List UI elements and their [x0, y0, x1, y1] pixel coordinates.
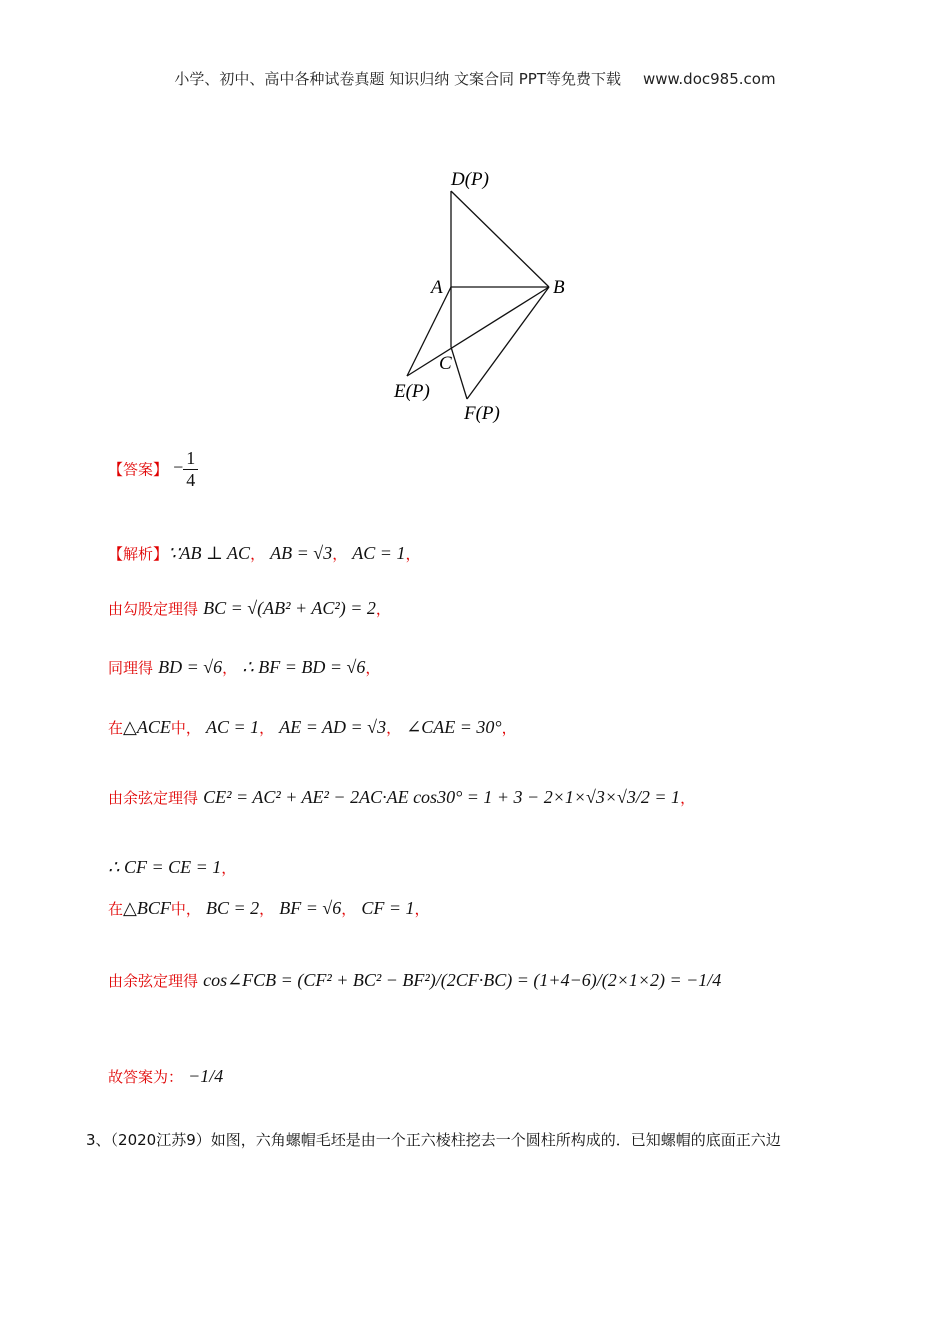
separator: ， [501, 719, 517, 737]
separator: ， [259, 900, 275, 918]
cosine-rule-prefix: 由余弦定理得 [108, 789, 199, 807]
answer-numerator: 1 [183, 448, 198, 470]
label-C: C [439, 353, 452, 374]
analysis-line-7 [108, 898, 430, 919]
in-suffix: 中， [170, 719, 201, 737]
analysis-line-9 [108, 1066, 223, 1087]
analysis-line-8 [108, 970, 721, 991]
label-E: E(P) [394, 381, 430, 402]
analysis-line-1 [108, 543, 420, 564]
ac-length: AC = 1 [352, 543, 406, 563]
page-header [0, 68, 950, 89]
cf-value: CF = 1 [361, 898, 415, 918]
in-suffix: 中， [170, 900, 201, 918]
separator: ， [365, 659, 381, 677]
answer-line [108, 448, 198, 490]
answer-denominator: 4 [186, 469, 196, 490]
similarly-prefix: 同理得 [108, 659, 154, 677]
in-prefix: 在 [108, 719, 124, 737]
cf-equals-ce: ∴ CF = CE = 1 [108, 857, 222, 877]
analysis-tag: 【解析】 [108, 545, 169, 563]
in-prefix: 在 [108, 900, 124, 918]
bf-equals-bd: ∴ BF = BD = √6 [242, 657, 366, 677]
triangle-ace: △ACE [123, 717, 171, 737]
label-D: D(P) [451, 169, 489, 190]
bc-value: BC = 2 [205, 898, 260, 918]
triangle-bcf: △BCF [123, 898, 171, 918]
analysis-line-6 [108, 857, 236, 878]
label-A: A [431, 277, 443, 298]
angle-cae: ∠CAE = 30° [406, 717, 502, 737]
analysis-line-2 [108, 598, 391, 619]
separator: ， [680, 789, 696, 807]
separator: ， [375, 600, 391, 618]
conclusion-prefix: 故答案为： [108, 1068, 184, 1086]
header-url[interactable]: www.doc985.com [642, 70, 776, 88]
ce-formula: CE² = AC² + AE² − 2AC·AE cos30° = 1 + 3 − 2×1×√3×√3/2 = 1 [203, 787, 681, 807]
analysis-line-5 [108, 787, 695, 808]
geometry-figure [380, 165, 580, 430]
cos-fcb-formula: cos∠FCB = (CF² + BC² − BF²)/(2CF·BC) = (1+4−6)/(2×1×2) = −1/4 [203, 970, 722, 990]
separator: ， [332, 545, 348, 563]
separator: ， [414, 900, 430, 918]
header-text: 小学、初中、高中各种试卷真题 知识归纳 文案合同 PPT等免费下载 [174, 70, 621, 88]
separator: ， [250, 545, 266, 563]
separator: ， [341, 900, 357, 918]
ab-length: AB = √3 [270, 543, 333, 563]
bf-value: BF = √6 [279, 898, 342, 918]
ac-value: AC = 1 [205, 717, 260, 737]
separator: ， [221, 859, 237, 877]
separator: ， [405, 545, 421, 563]
segment-CF [451, 347, 467, 399]
next-problem: 3、（2020江苏9）如图，六角螺帽毛坯是由一个正六棱柱挖去一个圆柱所构成的．已知螺帽的底面正六边 [86, 1131, 781, 1149]
because-symbol: ∵ [168, 543, 180, 563]
segment-DB [451, 191, 549, 287]
bc-formula: BC = √(AB² + AC²) = 2 [203, 598, 376, 618]
separator: ， [222, 659, 238, 677]
answer-tag: 【答案】 [108, 460, 169, 479]
label-F: F(P) [464, 403, 500, 424]
segment-FB [467, 287, 549, 399]
perpendicular-statement: AB ⊥ AC [179, 543, 251, 563]
cosine-rule-prefix: 由余弦定理得 [108, 972, 199, 990]
bd-length: BD = √6 [158, 657, 223, 677]
ae-equals-ad: AE = AD = √3 [279, 717, 387, 737]
separator: ， [386, 719, 402, 737]
pythagorean-prefix: 由勾股定理得 [108, 600, 199, 618]
analysis-line-4 [108, 717, 517, 738]
answer-sign: − [173, 457, 184, 478]
final-answer: −1/4 [188, 1066, 224, 1086]
separator: ， [259, 719, 275, 737]
label-B: B [553, 277, 565, 298]
analysis-line-3 [108, 657, 380, 678]
